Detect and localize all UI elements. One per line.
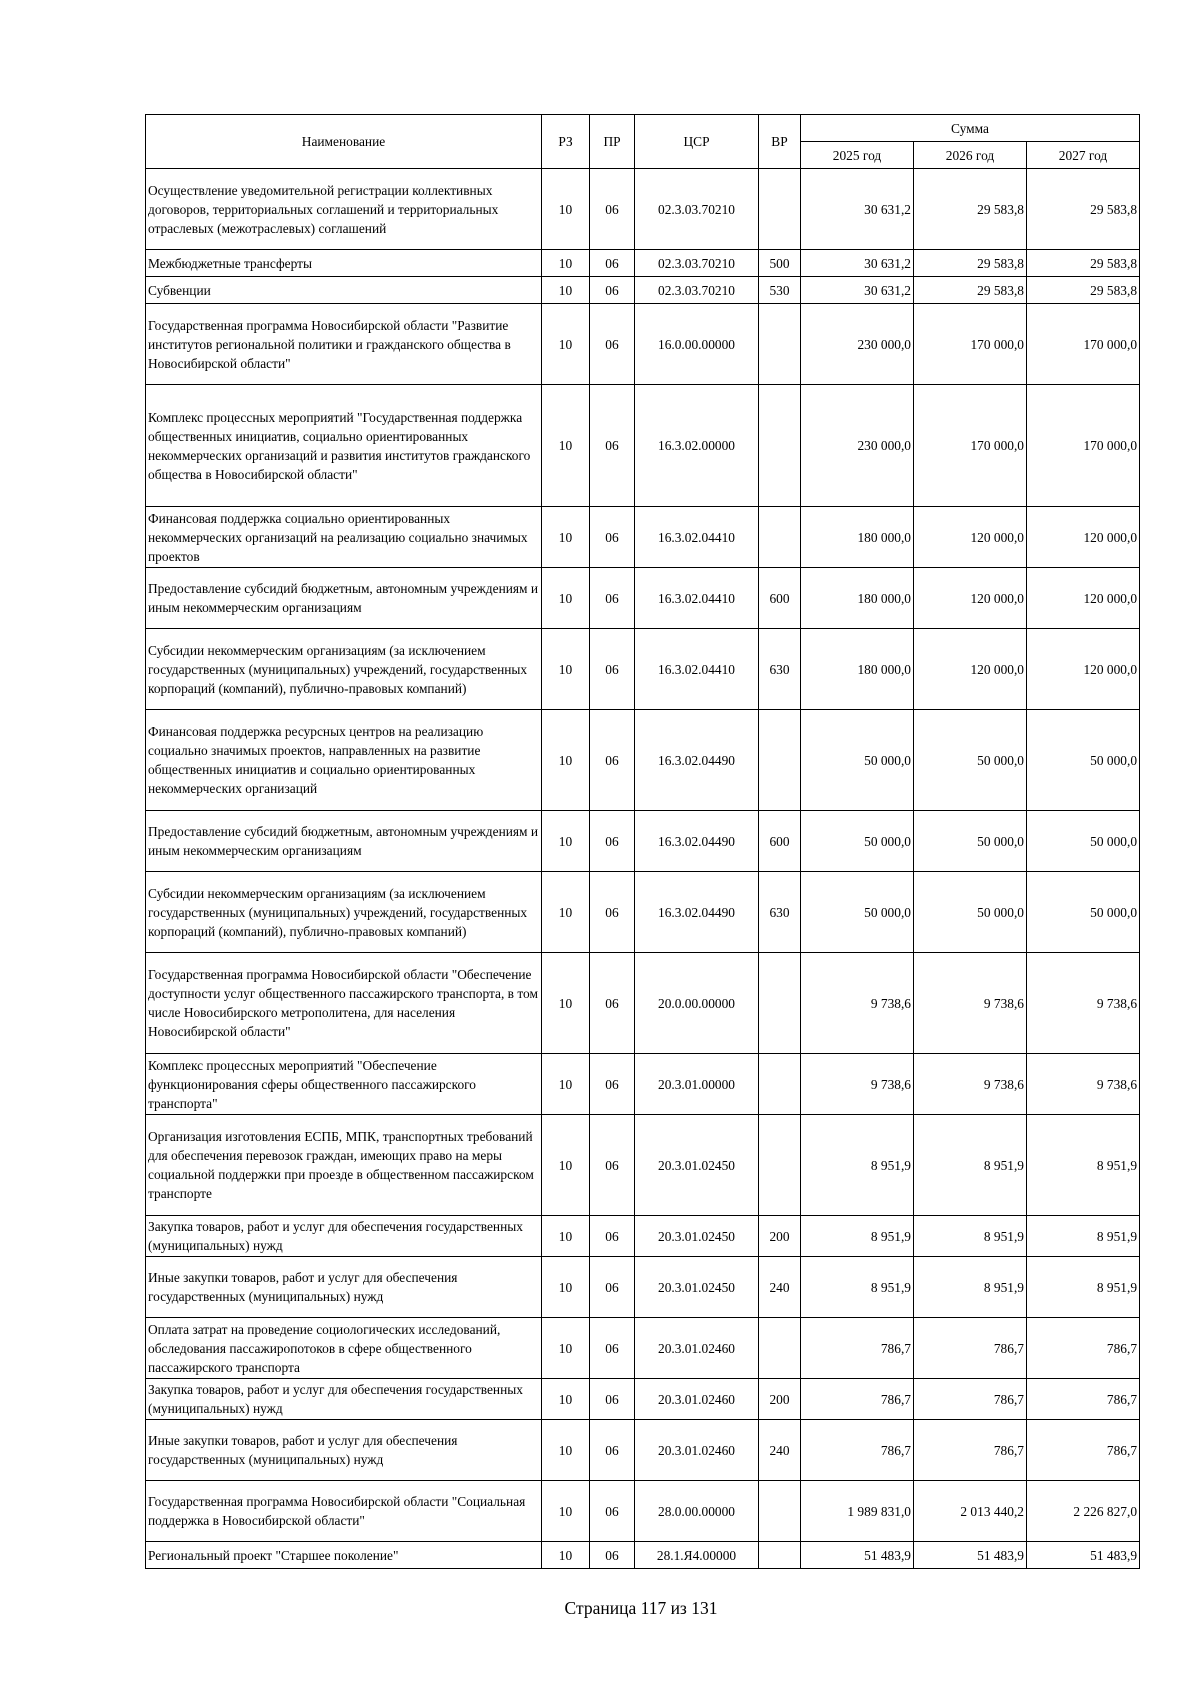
row-pr: 06: [590, 1379, 635, 1420]
row-sum-2025: 786,7: [801, 1420, 914, 1481]
row-sum-2025: 50 000,0: [801, 811, 914, 872]
table-row: [146, 953, 1140, 1054]
row-sum-2025: 50 000,0: [801, 872, 914, 953]
row-rz: 10: [542, 1257, 590, 1318]
row-sum-2025: 30 631,2: [801, 250, 914, 277]
row-pr: 06: [590, 1257, 635, 1318]
row-sum-2026: 120 000,0: [914, 629, 1027, 710]
row-rz: 10: [542, 629, 590, 710]
row-name: Осуществление уведомительной регистрации коллективных договоров, территориальных соглашений и территориальных отраслевых (межотраслевых) соглашений: [146, 169, 542, 250]
row-csr: 02.3.03.70210: [635, 277, 759, 304]
row-pr: 06: [590, 1115, 635, 1216]
row-rz: 10: [542, 1481, 590, 1542]
row-vr: [759, 385, 801, 507]
header-csr: ЦСР: [635, 115, 759, 169]
row-vr: [759, 507, 801, 568]
row-sum-2026: 120 000,0: [914, 568, 1027, 629]
row-name: Комплекс процессных мероприятий "Обеспечение функционирования сферы общественного пассажирского транспорта": [146, 1054, 542, 1115]
row-csr: 20.3.01.02450: [635, 1216, 759, 1257]
row-vr: 530: [759, 277, 801, 304]
row-name: Субсидии некоммерческим организациям (за исключением государственных (муниципальных) учреждений, государственных корпораций (компаний), публично-правовых компаний): [146, 629, 542, 710]
row-vr: 240: [759, 1420, 801, 1481]
row-name: Закупка товаров, работ и услуг для обеспечения государственных (муниципальных) нужд: [146, 1379, 542, 1420]
row-sum-2027: 2 226 827,0: [1027, 1481, 1140, 1542]
row-sum-2025: 230 000,0: [801, 304, 914, 385]
row-csr: 20.3.01.02460: [635, 1420, 759, 1481]
header-sum: Сумма: [801, 115, 1140, 142]
row-sum-2026: 51 483,9: [914, 1542, 1027, 1569]
row-pr: 06: [590, 385, 635, 507]
row-name: Финансовая поддержка социально ориентированных некоммерческих организаций на реализацию социально значимых проектов: [146, 507, 542, 568]
row-sum-2025: 786,7: [801, 1318, 914, 1379]
row-csr: 02.3.03.70210: [635, 250, 759, 277]
row-vr: 600: [759, 811, 801, 872]
row-vr: [759, 1481, 801, 1542]
row-sum-2027: 8 951,9: [1027, 1257, 1140, 1318]
row-sum-2025: 180 000,0: [801, 629, 914, 710]
row-rz: 10: [542, 710, 590, 811]
row-rz: 10: [542, 385, 590, 507]
table-row: [146, 1216, 1140, 1257]
row-name: Организация изготовления ЕСПБ, МПК, транспортных требований для обеспечения перевозок граждан, имеющих право на меры социальной поддержки при проезде в общественном пассажирском транспорте: [146, 1115, 542, 1216]
table-row: [146, 568, 1140, 629]
row-sum-2025: 180 000,0: [801, 568, 914, 629]
row-pr: 06: [590, 1481, 635, 1542]
row-sum-2025: 51 483,9: [801, 1542, 914, 1569]
header-name: Наименование: [146, 115, 542, 169]
row-sum-2027: 50 000,0: [1027, 811, 1140, 872]
table-body: [146, 169, 1140, 1569]
row-sum-2026: 170 000,0: [914, 304, 1027, 385]
row-sum-2026: 50 000,0: [914, 710, 1027, 811]
header-pr: ПР: [590, 115, 635, 169]
row-vr: [759, 710, 801, 811]
header-2026: 2026 год: [914, 142, 1027, 169]
row-csr: 16.3.02.04490: [635, 710, 759, 811]
row-sum-2027: 9 738,6: [1027, 953, 1140, 1054]
row-name: Региональный проект "Старшее поколение": [146, 1542, 542, 1569]
row-sum-2025: 180 000,0: [801, 507, 914, 568]
row-sum-2026: 9 738,6: [914, 953, 1027, 1054]
table-row: [146, 872, 1140, 953]
row-sum-2026: 9 738,6: [914, 1054, 1027, 1115]
table-row: [146, 1379, 1140, 1420]
row-sum-2026: 786,7: [914, 1420, 1027, 1481]
row-sum-2027: 9 738,6: [1027, 1054, 1140, 1115]
row-csr: 28.0.00.00000: [635, 1481, 759, 1542]
header-vr: ВР: [759, 115, 801, 169]
row-csr: 16.3.02.04490: [635, 811, 759, 872]
table-row: [146, 1481, 1140, 1542]
row-rz: 10: [542, 1216, 590, 1257]
row-csr: 16.3.02.04410: [635, 507, 759, 568]
row-sum-2026: 29 583,8: [914, 250, 1027, 277]
row-csr: 28.1.Я4.00000: [635, 1542, 759, 1569]
row-sum-2025: 8 951,9: [801, 1115, 914, 1216]
row-rz: 10: [542, 1420, 590, 1481]
row-name: Субвенции: [146, 277, 542, 304]
row-pr: 06: [590, 277, 635, 304]
row-csr: 16.3.02.00000: [635, 385, 759, 507]
row-csr: 20.3.01.02450: [635, 1257, 759, 1318]
row-sum-2026: 50 000,0: [914, 811, 1027, 872]
row-sum-2026: 8 951,9: [914, 1216, 1027, 1257]
header-2027: 2027 год: [1027, 142, 1140, 169]
row-sum-2025: 50 000,0: [801, 710, 914, 811]
row-sum-2025: 30 631,2: [801, 277, 914, 304]
row-name: Государственная программа Новосибирской области "Развитие институтов региональной политики и гражданского общества в Новосибирской области": [146, 304, 542, 385]
table-row: [146, 1420, 1140, 1481]
row-rz: 10: [542, 277, 590, 304]
row-vr: [759, 169, 801, 250]
row-vr: 600: [759, 568, 801, 629]
row-sum-2027: 170 000,0: [1027, 385, 1140, 507]
row-vr: 200: [759, 1216, 801, 1257]
row-csr: 20.3.01.02460: [635, 1318, 759, 1379]
row-pr: 06: [590, 304, 635, 385]
row-sum-2027: 120 000,0: [1027, 629, 1140, 710]
row-vr: 630: [759, 872, 801, 953]
row-pr: 06: [590, 169, 635, 250]
row-vr: [759, 1318, 801, 1379]
row-rz: 10: [542, 953, 590, 1054]
row-vr: 240: [759, 1257, 801, 1318]
table-row: [146, 385, 1140, 507]
row-sum-2026: 29 583,8: [914, 169, 1027, 250]
row-rz: 10: [542, 169, 590, 250]
table-row: [146, 811, 1140, 872]
table-row: [146, 710, 1140, 811]
row-rz: 10: [542, 304, 590, 385]
row-sum-2026: 2 013 440,2: [914, 1481, 1027, 1542]
header-rz: РЗ: [542, 115, 590, 169]
table-row: [146, 277, 1140, 304]
row-name: Предоставление субсидий бюджетным, автономным учреждениям и иным некоммерческим организациям: [146, 811, 542, 872]
row-csr: 20.0.00.00000: [635, 953, 759, 1054]
row-pr: 06: [590, 872, 635, 953]
row-sum-2025: 30 631,2: [801, 169, 914, 250]
row-pr: 06: [590, 1542, 635, 1569]
row-sum-2026: 786,7: [914, 1318, 1027, 1379]
row-name: Субсидии некоммерческим организациям (за исключением государственных (муниципальных) учреждений, государственных корпораций (компаний), публично-правовых компаний): [146, 872, 542, 953]
table-row: [146, 507, 1140, 568]
row-pr: 06: [590, 1318, 635, 1379]
table-row: [146, 304, 1140, 385]
table-row: [146, 1542, 1140, 1569]
header-2025: 2025 год: [801, 142, 914, 169]
row-sum-2027: 120 000,0: [1027, 507, 1140, 568]
row-sum-2027: 786,7: [1027, 1318, 1140, 1379]
row-sum-2025: 9 738,6: [801, 953, 914, 1054]
row-name: Финансовая поддержка ресурсных центров на реализацию социально значимых проектов, направленных на развитие общественных инициатив и социально ориентированных некоммерческих организаций: [146, 710, 542, 811]
row-csr: 16.0.00.00000: [635, 304, 759, 385]
row-rz: 10: [542, 1115, 590, 1216]
row-sum-2027: 50 000,0: [1027, 872, 1140, 953]
row-sum-2026: 8 951,9: [914, 1115, 1027, 1216]
row-rz: 10: [542, 1379, 590, 1420]
row-pr: 06: [590, 250, 635, 277]
row-rz: 10: [542, 811, 590, 872]
row-vr: [759, 953, 801, 1054]
table-row: [146, 250, 1140, 277]
row-rz: 10: [542, 872, 590, 953]
row-pr: 06: [590, 811, 635, 872]
row-sum-2025: 8 951,9: [801, 1257, 914, 1318]
row-sum-2027: 8 951,9: [1027, 1216, 1140, 1257]
row-name: Закупка товаров, работ и услуг для обеспечения государственных (муниципальных) нужд: [146, 1216, 542, 1257]
row-rz: 10: [542, 507, 590, 568]
row-pr: 06: [590, 710, 635, 811]
page-number: Страница 117 из 131: [564, 1598, 718, 1618]
row-sum-2027: 29 583,8: [1027, 169, 1140, 250]
row-sum-2025: 786,7: [801, 1379, 914, 1420]
row-sum-2026: 8 951,9: [914, 1257, 1027, 1318]
row-name: Предоставление субсидий бюджетным, автономным учреждениям и иным некоммерческим организациям: [146, 568, 542, 629]
row-vr: 630: [759, 629, 801, 710]
row-vr: 500: [759, 250, 801, 277]
row-name: Государственная программа Новосибирской области "Обеспечение доступности услуг общественного пассажирского транспорта, в том числе Новосибирского метрополитена, для населения Новосибирской области": [146, 953, 542, 1054]
row-vr: [759, 1542, 801, 1569]
row-sum-2027: 50 000,0: [1027, 710, 1140, 811]
table-row: [146, 1115, 1140, 1216]
row-sum-2027: 29 583,8: [1027, 277, 1140, 304]
table-header: [146, 115, 1140, 169]
row-sum-2025: 9 738,6: [801, 1054, 914, 1115]
row-sum-2026: 120 000,0: [914, 507, 1027, 568]
row-name: Комплекс процессных мероприятий "Государственная поддержка общественных инициатив, социально ориентированных некоммерческих организаций и развития институтов гражданского общества в Новосибирской области": [146, 385, 542, 507]
row-rz: 10: [542, 1318, 590, 1379]
row-rz: 10: [542, 568, 590, 629]
row-csr: 16.3.02.04410: [635, 629, 759, 710]
row-sum-2026: 170 000,0: [914, 385, 1027, 507]
row-sum-2025: 230 000,0: [801, 385, 914, 507]
row-pr: 06: [590, 507, 635, 568]
row-sum-2025: 1 989 831,0: [801, 1481, 914, 1542]
row-name: Иные закупки товаров, работ и услуг для обеспечения государственных (муниципальных) нужд: [146, 1420, 542, 1481]
row-pr: 06: [590, 629, 635, 710]
row-pr: 06: [590, 1216, 635, 1257]
row-name: Межбюджетные трансферты: [146, 250, 542, 277]
row-sum-2025: 8 951,9: [801, 1216, 914, 1257]
row-rz: 10: [542, 1542, 590, 1569]
row-sum-2027: 786,7: [1027, 1420, 1140, 1481]
row-sum-2026: 29 583,8: [914, 277, 1027, 304]
row-pr: 06: [590, 568, 635, 629]
table-row: [146, 1054, 1140, 1115]
row-name: Государственная программа Новосибирской области "Социальная поддержка в Новосибирской области": [146, 1481, 542, 1542]
row-vr: [759, 1054, 801, 1115]
row-csr: 16.3.02.04410: [635, 568, 759, 629]
table-row: [146, 169, 1140, 250]
row-csr: 20.3.01.02460: [635, 1379, 759, 1420]
row-vr: 200: [759, 1379, 801, 1420]
row-rz: 10: [542, 250, 590, 277]
row-sum-2027: 170 000,0: [1027, 304, 1140, 385]
row-sum-2026: 786,7: [914, 1379, 1027, 1420]
row-name: Оплата затрат на проведение социологических исследований, обследования пассажиропотоков в сфере общественного пассажирского транспорта: [146, 1318, 542, 1379]
table-row: [146, 1257, 1140, 1318]
row-sum-2027: 786,7: [1027, 1379, 1140, 1420]
row-sum-2027: 120 000,0: [1027, 568, 1140, 629]
row-sum-2027: 51 483,9: [1027, 1542, 1140, 1569]
row-csr: 16.3.02.04490: [635, 872, 759, 953]
table-row: [146, 1318, 1140, 1379]
row-sum-2026: 50 000,0: [914, 872, 1027, 953]
row-pr: 06: [590, 953, 635, 1054]
row-vr: [759, 304, 801, 385]
budget-table: [145, 114, 1140, 1569]
row-rz: 10: [542, 1054, 590, 1115]
row-sum-2027: 29 583,8: [1027, 250, 1140, 277]
row-csr: 20.3.01.00000: [635, 1054, 759, 1115]
row-pr: 06: [590, 1054, 635, 1115]
row-sum-2027: 8 951,9: [1027, 1115, 1140, 1216]
row-pr: 06: [590, 1420, 635, 1481]
row-name: Иные закупки товаров, работ и услуг для обеспечения государственных (муниципальных) нужд: [146, 1257, 542, 1318]
table-row: [146, 629, 1140, 710]
row-csr: 02.3.03.70210: [635, 169, 759, 250]
row-vr: [759, 1115, 801, 1216]
row-csr: 20.3.01.02450: [635, 1115, 759, 1216]
